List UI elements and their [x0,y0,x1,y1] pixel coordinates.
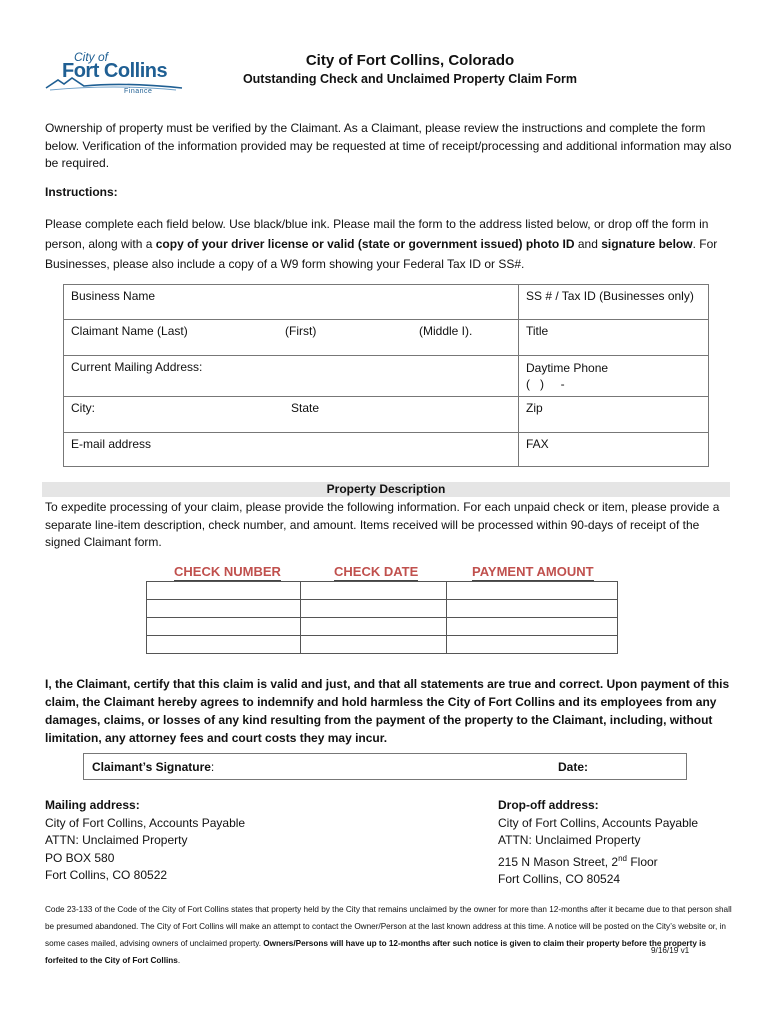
check-date-cell[interactable] [301,636,447,654]
col-payment-amount: PAYMENT AMOUNT [472,564,594,579]
instructions-heading: Instructions: [45,185,118,199]
check-table [146,581,618,654]
dropoff-street: 215 N Mason Street, 2 [498,854,619,869]
claimant-first-label: (First) [285,324,317,338]
signature-colon: : [210,760,215,774]
fax-label: FAX [526,437,549,451]
intro-paragraph: Ownership of property must be verified by the Claimant. As a Claimant, please review the instructions and complete the form below. Verification of the information provided may be requested at time of receipt/processing and additional information may also be required. [45,121,732,170]
ss-tax-id-field[interactable] [519,285,709,320]
property-description-heading: Property Description [42,482,730,497]
mailing-line-3: PO BOX 580 [45,850,115,865]
instructions-paragraph [45,214,735,274]
dropoff-line-3 [498,850,698,872]
email-field[interactable] [64,433,519,467]
dropoff-heading: Drop-off address: [498,798,599,812]
claimant-last-label: Claimant Name (Last) [71,324,188,338]
check-table-header [150,564,610,582]
title-field[interactable] [519,320,709,356]
check-number-cell[interactable] [147,618,301,636]
certification-statement: I, the Claimant, certify that this claim is valid and just, and that all statements are true and correct. Upon payment of this claim, the Claimant hereby agrees to indemnify and hold harmless the City of Fort Collins and its employees from any damages, claims, or losses of any kind resulting from the payment of the property to the Claimant, including, without limitation, any attorney fees and court costs they may incur. [45,677,730,745]
code-notice-end: . [177,956,181,965]
signature-box[interactable] [83,753,687,780]
signature-label: Claimant’s Signature [92,760,211,774]
signature-label-group [92,760,214,774]
zip-label: Zip [526,401,543,415]
logo-dept: Finance [124,88,153,95]
code-notice-text: Code 23-133 of the Code of the City of Fort Collins states that property held by the City that remains unclaimed by the owner for more than 12-months after it became due to that person shall be presumed abandoned. The City of Fort Collins will make an attempt to contact the Owner/Person at the last known address at this time. A notice will be posted on the City’s website or, in some cases mailed, advising owners of unclaimed property. [45,905,732,948]
phone-format-hint: ( ) - [526,377,565,391]
col-check-date: CHECK DATE [334,564,419,579]
instructions-bold-signature: signature below [601,237,693,251]
fax-field[interactable] [519,433,709,467]
table-row [147,600,618,618]
business-name-label: Business Name [71,289,156,303]
claimant-middle-label: (Middle I). [419,324,473,338]
zip-field[interactable] [519,397,709,433]
check-date-cell[interactable] [301,618,447,636]
check-date-cell[interactable] [301,582,447,600]
check-number-cell[interactable] [147,600,301,618]
payment-amount-cell[interactable] [447,600,618,618]
dropoff-line-2: ATTN: Unclaimed Property [498,833,641,847]
title-label: Title [526,324,549,338]
city-state-field[interactable] [64,397,519,433]
table-row [147,582,618,600]
instructions-text-1: Please complete each field below. Use black/blue ink. Please mail the form to the address listed below, or drop off the form in person, along with a [45,217,709,251]
code-notice [45,901,735,969]
dropoff-address-block [498,797,698,889]
table-row [147,636,618,654]
code-notice-bold: Owners/Persons will have up to 12-months after such notice is given to claim their property before the property is forfeited to the City of Fort Collins [45,939,706,965]
check-number-cell[interactable] [147,636,301,654]
payment-amount-cell[interactable] [447,618,618,636]
date-label: Date: [558,760,589,774]
dropoff-floor: Floor [626,854,658,869]
dropoff-line-1: City of Fort Collins, Accounts Payable [498,815,699,830]
logo-city-of: City of [74,50,109,64]
instructions-text-3: . For Businesses, please also include a copy of a W9 form showing your Federal Tax ID or SS#. [45,237,718,271]
check-date-cell[interactable] [301,600,447,618]
claimant-info-table [63,284,709,467]
business-name-field[interactable] [64,285,519,320]
dropoff-ordinal: nd [618,853,627,863]
mailing-address-field[interactable] [64,356,519,397]
mailing-line-2: ATTN: Unclaimed Property [45,833,188,847]
daytime-phone-field[interactable] [519,356,709,397]
instructions-bold-id: copy of your driver license or valid (state or government issued) photo ID [155,237,575,251]
email-label: E-mail address [71,437,152,451]
mailing-address-block [45,797,245,885]
form-version: 9/16/19 v1 [651,946,690,955]
daytime-phone-label: Daytime Phone [526,361,609,375]
page-title: City of Fort Collins, Colorado [305,52,515,69]
col-check-number: CHECK NUMBER [174,564,281,579]
state-label: State [291,401,320,415]
claimant-name-labels [71,324,511,338]
form-subtitle: Outstanding Check and Unclaimed Property Claim Form [242,72,578,86]
city-label: City: [71,401,95,415]
ss-tax-id-label: SS # / Tax ID (Businesses only) [526,289,694,303]
dropoff-line-4: Fort Collins, CO 80524 [498,872,621,886]
mailing-heading: Mailing address: [45,798,140,812]
mailing-line-4: Fort Collins, CO 80522 [45,868,168,882]
logo-name: Fort Collins [62,60,168,82]
instructions-text-2: and [574,237,602,251]
table-row [147,618,618,636]
property-description-text: To expedite processing of your claim, please provide the following information. For each unpaid check or item, please provide a separate line-item description, check number, and amount. Items received will be processed within 90-days of receipt of the signed Claimant form. [45,500,720,549]
payment-amount-cell[interactable] [447,582,618,600]
mailing-address-label: Current Mailing Address: [71,360,203,374]
mailing-line-1: City of Fort Collins, Accounts Payable [45,815,246,830]
claimant-name-field[interactable] [64,320,519,356]
payment-amount-cell[interactable] [447,636,618,654]
check-number-cell[interactable] [147,582,301,600]
city-state-labels [71,401,511,415]
